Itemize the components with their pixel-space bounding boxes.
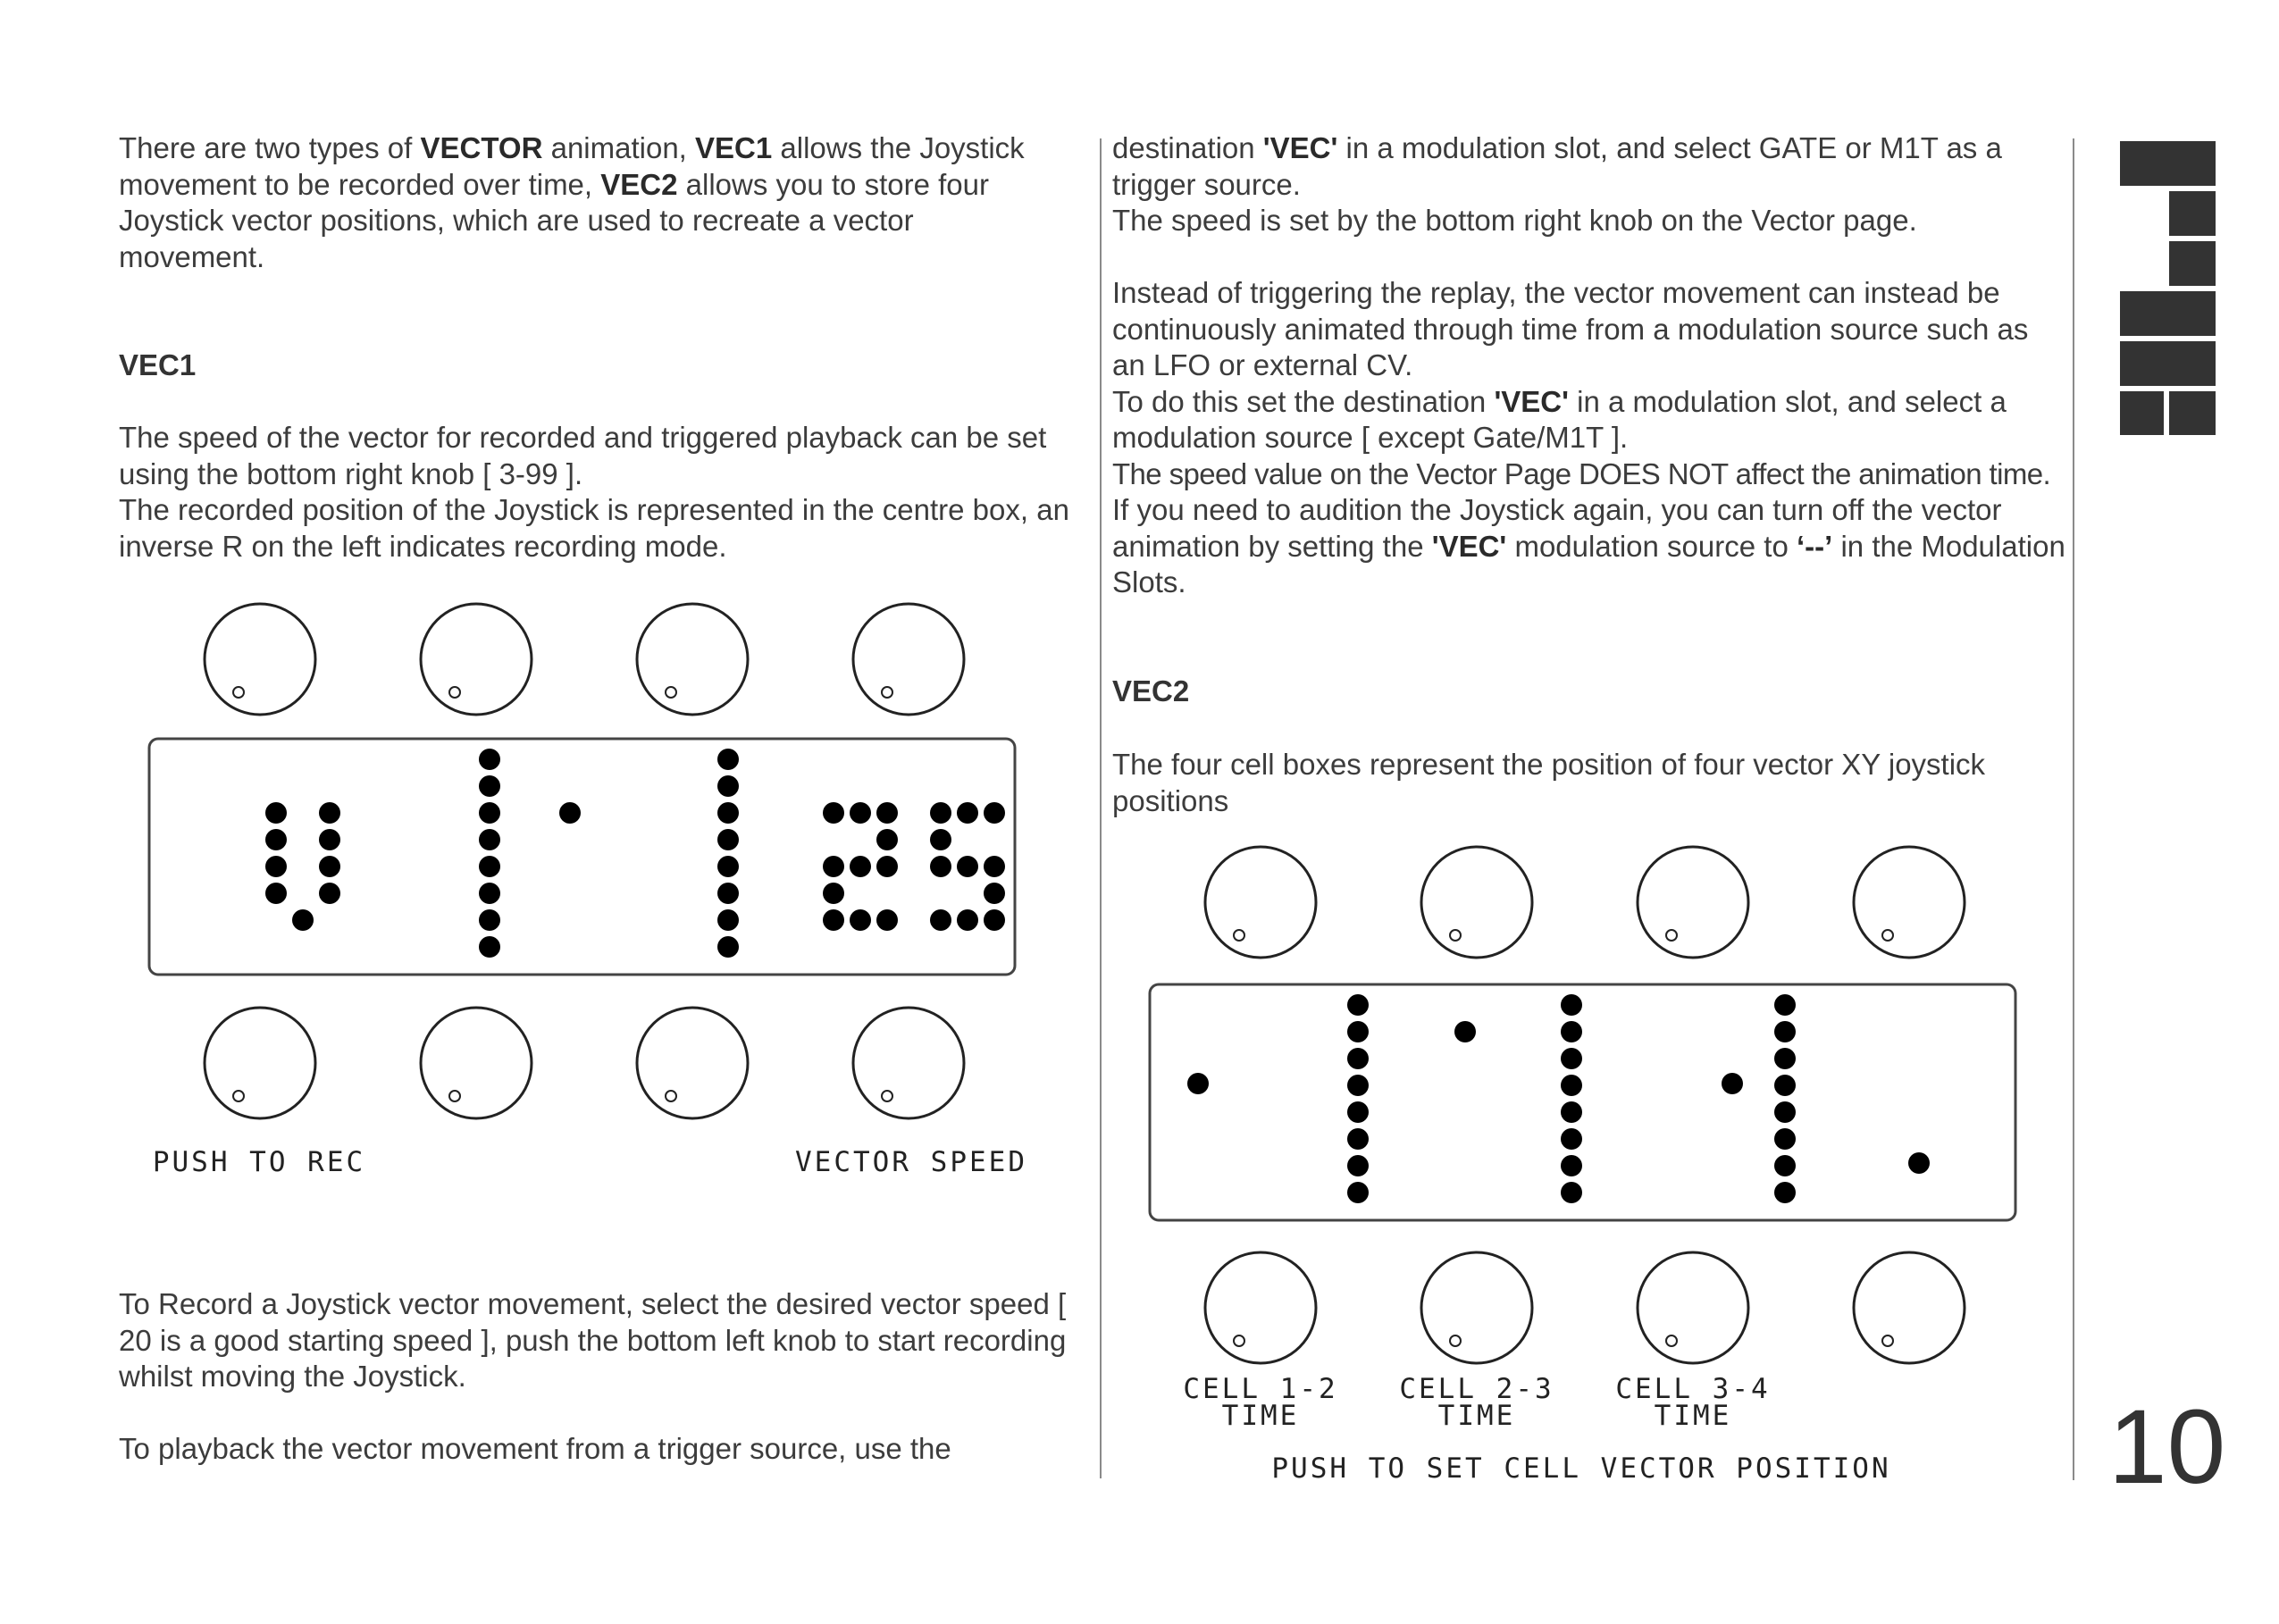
knob[interactable] xyxy=(421,1008,532,1118)
knob[interactable] xyxy=(1421,847,1532,958)
cell-dots xyxy=(1187,994,1930,1203)
cell-display xyxy=(1150,984,2015,1220)
vec2-paragraph: The four cell boxes represent the position of four vector XY joystick positions xyxy=(1112,748,1986,817)
brand-logo xyxy=(2120,138,2263,442)
vec2-heading: VEC2 xyxy=(1112,674,1190,707)
knob[interactable] xyxy=(1205,847,1316,958)
knob[interactable] xyxy=(1205,1252,1316,1363)
intro-paragraph: There are two types of VECTOR animation, VEC1 allows the Joystick movement to be recorded over time, VEC2 allows you to store four Joystick vector positions, which are used to recreate a vector movement. xyxy=(119,131,1025,273)
knob[interactable] xyxy=(205,604,315,715)
record-paragraph: To Record a Joystick vector movement, select the desired vector speed [ 20 is a good starting speed ], push the bottom left knob to start recording whilst moving the Joystick. xyxy=(119,1287,1067,1393)
bottom-knobs xyxy=(205,1008,964,1118)
knob[interactable] xyxy=(1638,1252,1748,1363)
knob[interactable] xyxy=(853,604,964,715)
push-to-rec-label: PUSH TO REC xyxy=(152,1146,366,1178)
playback-paragraph: To playback the vector movement from a trigger source, use the xyxy=(119,1432,951,1465)
knob[interactable] xyxy=(205,1008,315,1118)
vec1-speed-paragraph: The speed of the vector for recorded and triggered playback can be set using the bottom right knob [ 3-99 ]. The recorded position of the Joystick is represented in the centre box, an inverse R on the left indicates recording mode. xyxy=(119,421,1069,563)
display-dots xyxy=(265,749,1005,958)
knob[interactable] xyxy=(637,604,748,715)
knob[interactable] xyxy=(1854,847,1965,958)
knob[interactable] xyxy=(1854,1252,1965,1363)
vec1-diagram xyxy=(134,590,1027,1233)
page-number: 10 xyxy=(2108,1388,2226,1506)
knob[interactable] xyxy=(1638,847,1748,958)
knob[interactable] xyxy=(1421,1252,1532,1363)
cell-2-3-label: CELL 2-3 TIME xyxy=(1399,1373,1554,1432)
knob[interactable] xyxy=(421,604,532,715)
vector-speed-label: VECTOR SPEED xyxy=(795,1146,1027,1178)
top-knobs xyxy=(1205,847,1965,958)
push-to-set-label: PUSH TO SET CELL VECTOR POSITION xyxy=(1271,1452,1891,1485)
knob[interactable] xyxy=(853,1008,964,1118)
vec2-diagram xyxy=(1135,831,2028,1367)
top-knobs xyxy=(205,604,964,715)
vec1-heading: VEC1 xyxy=(119,348,197,381)
right-paragraph-2: Instead of triggering the replay, the vector movement can instead be continuously animated through time from a modulation source such as an LFO or external CV. To do this set the destination 'VEC' in a modulation slot, and select a modulation source [ except Gate/M1T ]. The speed value on the Vector Page DOES NOT affect the animation time. If you need to audition the Joystick again, you can turn off the vector animation by setting the 'VEC' modulation source to ‘--’ in the Modulation Slots. xyxy=(1112,276,2065,599)
cell-3-4-label: CELL 3-4 TIME xyxy=(1615,1373,1771,1432)
margin-divider xyxy=(2073,138,2074,1480)
right-paragraph-1: destination 'VEC' in a modulation slot, and select GATE or M1T as a trigger source. The speed is set by the bottom right knob on the Vector page. xyxy=(1112,131,2002,237)
cell-1-2-label: CELL 1-2 TIME xyxy=(1183,1373,1338,1432)
knob[interactable] xyxy=(637,1008,748,1118)
bottom-knobs xyxy=(1205,1252,1965,1363)
column-divider xyxy=(1100,138,1102,1478)
